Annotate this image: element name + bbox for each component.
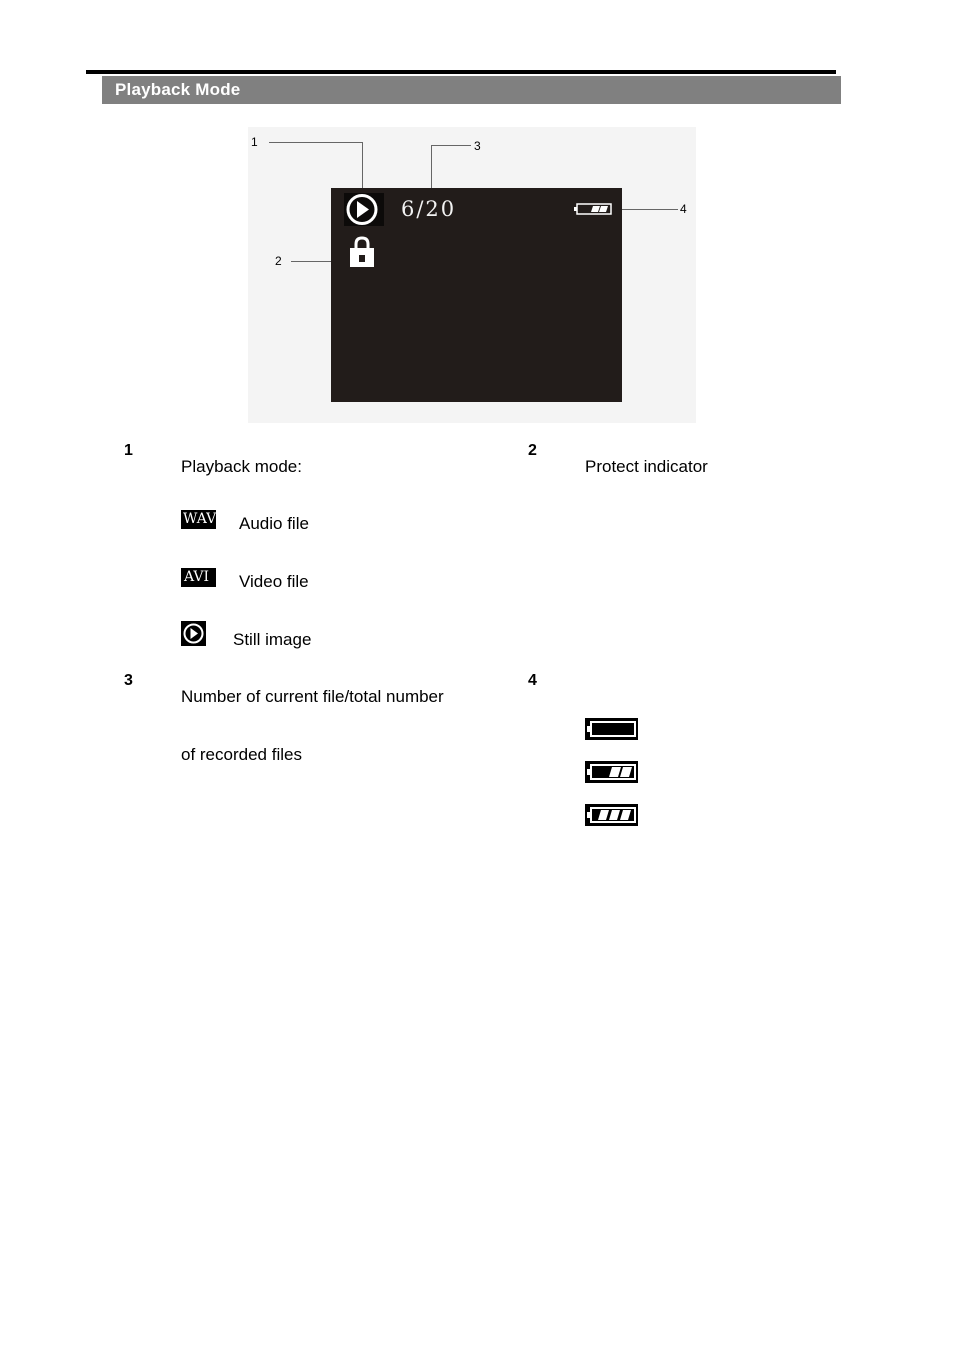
playback-mode-heading: Playback mode: xyxy=(181,457,302,476)
battery-empty-icon xyxy=(585,718,638,745)
avi-badge-icon xyxy=(181,568,216,587)
leader-line-1 xyxy=(362,142,363,189)
callout-1: 1 xyxy=(251,135,258,149)
item-number-4: 4 xyxy=(528,672,537,689)
play-icon xyxy=(344,193,384,226)
video-file-label: Video file xyxy=(239,572,309,591)
lock-icon xyxy=(348,236,376,273)
lcd-diagram xyxy=(248,127,696,423)
protect-indicator-label: Protect indicator xyxy=(585,457,708,476)
callout-4: 4 xyxy=(680,202,687,216)
leader-line-4 xyxy=(618,209,678,210)
audio-file-label: Audio file xyxy=(239,514,309,533)
battery-full-icon xyxy=(585,804,638,831)
wav-badge-icon xyxy=(181,510,216,529)
leader-line-1 xyxy=(269,142,362,143)
battery-icon xyxy=(573,202,613,220)
section-header xyxy=(102,76,841,104)
avi-badge-label: AVI xyxy=(184,569,210,585)
file-count-description-line1: Number of current file/total number xyxy=(181,687,444,706)
callout-3: 3 xyxy=(474,139,481,153)
item-number-1: 1 xyxy=(124,442,133,459)
file-count-description-line2: of recorded files xyxy=(181,745,302,764)
callout-2: 2 xyxy=(275,254,282,268)
wav-badge-label: WAV xyxy=(183,511,217,527)
battery-half-icon xyxy=(585,761,638,788)
item-number-2: 2 xyxy=(528,442,537,459)
leader-line-3 xyxy=(431,145,432,189)
lcd-screen xyxy=(331,188,622,402)
leader-line-3 xyxy=(431,145,471,146)
play-icon xyxy=(181,621,206,646)
top-rule xyxy=(86,70,836,74)
still-image-label: Still image xyxy=(233,630,312,649)
item-number-3: 3 xyxy=(124,672,133,689)
file-counter: 6/20 xyxy=(401,197,457,221)
section-title: Playback Mode xyxy=(115,80,241,99)
